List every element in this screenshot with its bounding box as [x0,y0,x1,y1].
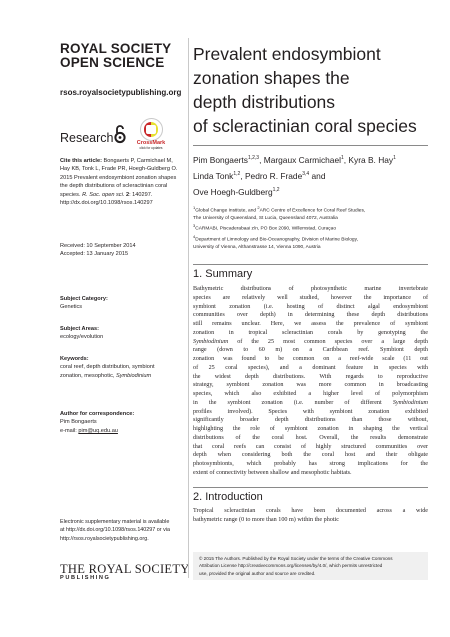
text-line: Bathymetric distributions of photosynthetic marine invertebrate [193,286,428,292]
publisher-logo [60,563,190,581]
affiliations [193,204,428,252]
text-line: of 25 coral species), and a dominant feature in species with [193,364,428,371]
article-title [193,42,428,138]
citation-pages: : 140297. [129,191,153,198]
title-line: zonation shapes the [193,68,350,88]
keywords [60,355,182,380]
text-line: Tropical scleractinian corals have been documented across a wide [193,508,428,514]
subject-category [60,295,182,312]
author-affil: 1,2 [233,170,241,177]
correspondence-name: Pim Bongaerts [60,419,97,426]
text-line: in the symbiont zonation (i.e. number of different Symbiodinium [193,399,428,406]
title-rule [193,145,428,146]
text-line: species, which also exhibited a higher level of polymorphism [193,391,428,397]
summary-heading: 1. Summary [193,268,253,280]
text-line: species are relatively well studied, however the importance of [193,294,428,301]
dates-block [60,242,182,259]
citation-doi[interactable]: http://dx.doi.org/10.1098/rsos.140297 [60,200,153,207]
author-affil: 3,4 [302,170,310,177]
keywords-label: Keywords: [60,356,89,362]
text-line: strategy, symbiont zonation was more common in broadcasting [193,382,428,389]
title-line: of scleractinian coral species [193,116,417,136]
accepted-date: Accepted: 13 January 2015 [60,251,129,258]
text-line: significantly broader depth distributions than those without, [193,417,428,424]
supplementary-line3[interactable]: http://rsos.royalsocietypublishing.org. [60,535,149,542]
license-box [193,552,428,580]
crossmark-icon [140,118,163,141]
summary-text [193,285,428,478]
column-divider [188,38,189,578]
text-line: highlighting the role of symbiont zonation in shaping the vertical [193,426,428,432]
license-line[interactable]: Attribution License http://creativecommons.org/licenses/by/4.0/, which permits unrestricted [199,563,383,569]
subject-areas-label: Subject Areas: [60,326,99,332]
text-line: communities over depth) in determining these depth distributions [193,312,428,319]
affiliation-line: Global Change Institute, and [195,208,258,214]
supplementary-line1: Electronic supplementary material is available [60,519,170,525]
title-line: depth distributions [193,92,336,112]
supplementary-line2[interactable]: at http://dx.doi.org/10.1098/rsos.140297 or via [60,527,170,534]
author-name: Ove Hoegh-Guldberg [193,186,273,197]
journal-logo [60,42,171,70]
text-line: bathymetric range (0 to more than 100 m) within the photic [193,516,339,523]
section-rule [193,264,428,265]
affil-number: 4 [193,234,196,240]
affiliation-line: The University of Queensland, St Lucia, Queensland 4072, Australia [193,216,338,221]
title-line: Prevalent endosymbiont [193,44,381,64]
journal-name-line1: ROYAL SOCIETY [60,41,172,56]
crossmark-label: CrossMark [136,140,166,146]
affil-number: 1 [193,205,196,210]
text-line: photosymbionts, which probably has strong implications for the [193,461,428,467]
publisher-sub: PUBLISHING [60,575,111,581]
introduction-heading: 2. Introduction [193,491,263,503]
correspondence-label: Author for correspondence: [60,411,135,417]
license-line: © 2015 The Authors. Published by the Royal Society under the terms of the Creative Commons [199,556,393,561]
affil-number: 3 [193,223,196,229]
author-name: Linda Tonk [193,170,234,181]
subject-areas [60,325,182,342]
text-line: the widest depth distributions. With regards to reproductive [193,373,428,380]
author-affil: 1 [393,155,396,161]
author-list [193,151,428,198]
citation-volume: 2 [125,191,130,198]
keywords-italic: Symbiodinium [115,372,152,379]
text-line: zonation was found to be common on a reef-wide scale (11 out [193,356,428,362]
text-line: zonation in tropical scleractinian corals by genotyping the [193,329,428,336]
text-line: profiles involved). Species with symbiont zonation exhibited [193,408,428,415]
text-line: distributions of the coral host. Overall, the results demonstrate [193,434,428,441]
affiliation-line: CARMABI, Piscaderabaai z/n, PO Box 2090, Willemstad, Curaçao [195,227,337,232]
author-name: , Pedro R. Frade [240,170,303,181]
introduction-text [193,507,428,525]
publisher-name: THE ROYAL SOCIETY [60,562,190,576]
text-line: depth when considering both the coral host and their obligate [193,452,428,459]
keywords-line2: zonation, mesophotic, [60,372,116,379]
keywords-line1: coral reef, depth distribution, symbiont [60,364,155,371]
affiliation-line: ARC Centre of Excellence for Coral Reef Studies, [259,208,366,214]
correspondence [60,410,182,435]
open-access-icon [114,124,126,144]
email-prefix: e-mail: [60,427,79,434]
crossmark-button[interactable] [134,118,168,150]
citation-text: Bongaerts P, Carmichael M, Hay KB, Tonk L, Frade PR, Hoegh-Guldberg O. 2015 Prevalent endosymbiont zonation shapes the depth distributions of scleractinian coral species. [60,158,178,198]
supplementary-note [60,518,185,543]
received-date: Received: 10 September 2014 [60,243,136,249]
subject-category-label: Subject Category: [60,296,108,302]
author-affil: 1,2,3 [247,155,260,161]
author-affil: 1 [340,155,344,161]
author-name: , Margaux Carmichael [259,154,341,165]
article-type: Research [60,131,114,145]
citation-label: Cite this article: [60,158,102,164]
affiliation-line: Department of Limnology and Bio-Oceanography, Division of Marine Biology, [195,238,358,243]
text-line: extent of connectivity between shallow and mesophotic habitats. [193,469,352,476]
citation-block [60,157,182,207]
journal-url[interactable]: rsos.royalsocietypublishing.org [60,88,182,97]
author-affil: 1,2 [272,186,280,193]
text-line: range (down to 60 m) on a Caribbean reef. Symbiont depth [193,347,428,354]
subject-category-value: Genetics [60,304,83,311]
text-line: still remains unclear. Here, we assess the prevalence of symbiont [193,321,428,327]
section-rule [193,487,428,488]
license-line: use, provided the original author and source are credited. [199,570,316,576]
text-line: Symbiodinium of the 25 most common species over a large depth [193,338,428,345]
text-line: that coral reefs can consist of highly structured communities over [193,443,428,450]
crossmark-sub: click for updates [139,146,163,150]
subject-areas-value: ecology/evolution [60,334,104,341]
journal-name-line2: OPEN SCIENCE [60,55,165,70]
citation-journal: R. Soc. open sci. [82,191,125,198]
affiliation-line: University of Vienna, Althanstrasse 14, Vienna 1090, Austria [193,245,321,251]
text-line: symbiont zonation (i.e. hosting of distinct algal endosymbiont [193,303,428,310]
author-name: , Kyra B. Hay [343,154,394,165]
correspondence-email[interactable]: pim@uq.edu.au [78,427,118,434]
author-name: and [309,170,326,181]
affil-number: 2 [257,205,260,210]
author-name: Pim Bongaerts [193,154,248,165]
